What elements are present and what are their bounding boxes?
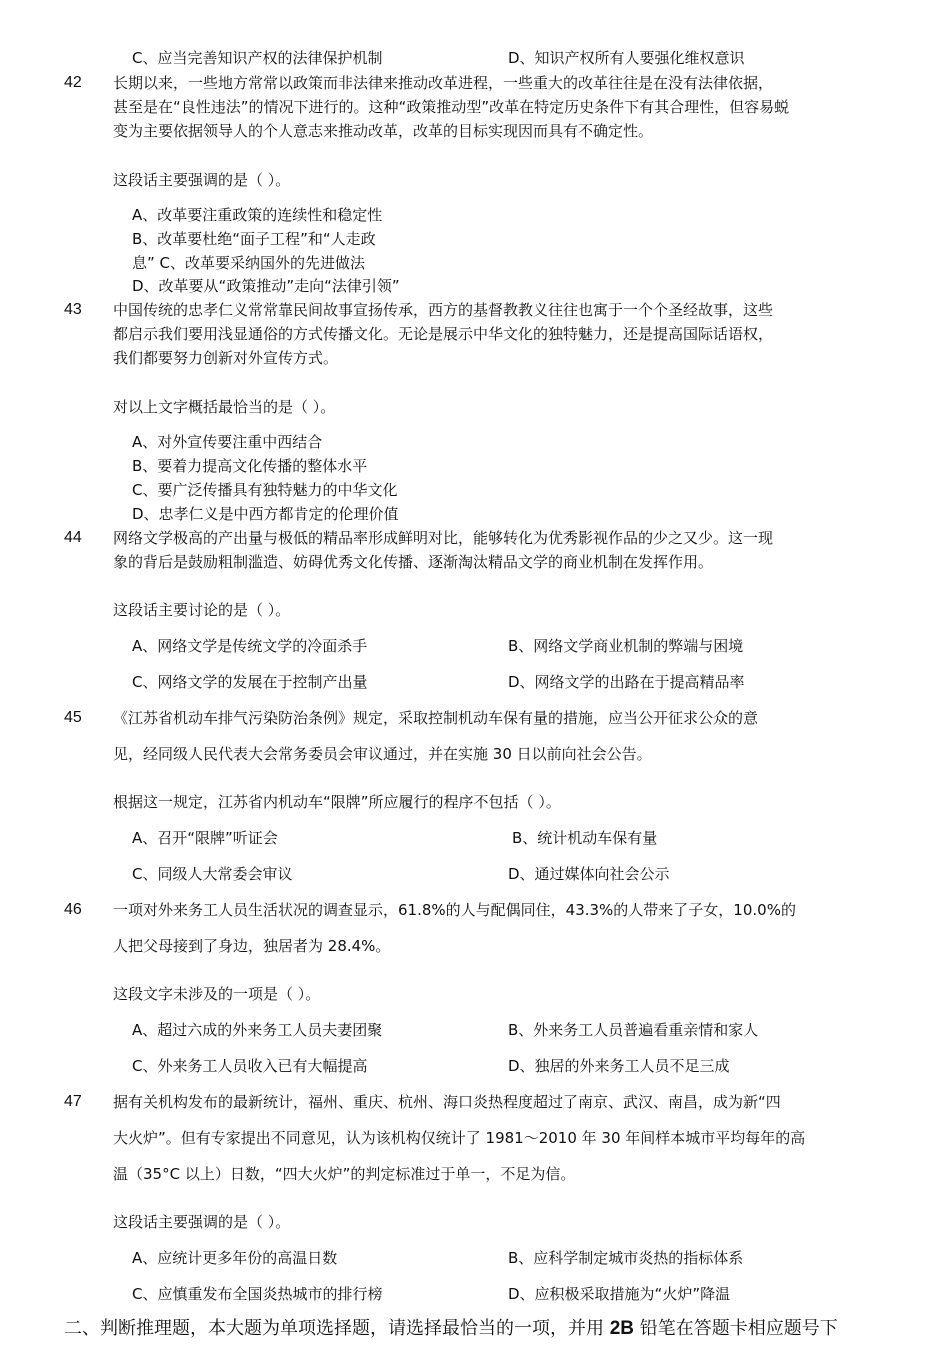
passage-line: 据有关机构发布的最新统计，福州、重庆、杭州、海口炎热程度超过了南京、武汉、南昌，成为新“四 <box>113 1093 781 1111</box>
question-number: 47 <box>64 1093 82 1110</box>
section-heading-bold: 2B <box>609 1318 635 1339</box>
passage-line: 温（35°C 以上）日数，“四大火炉”的判定标准过于单一，不足为信。 <box>113 1165 576 1183</box>
passage-line: 中国传统的忠孝仁义常常靠民间故事宣扬传承，西方的基督教教义往往也寓于一个个圣经故事，这些 <box>113 301 774 319</box>
option-c: C、应当完善知识产权的法律保护机制 <box>132 49 383 67</box>
option-d: D、独居的外来务工人员不足三成 <box>508 1057 730 1075</box>
question-number: 46 <box>64 901 82 918</box>
option-a: A、召开“限牌”听证会 <box>132 829 278 847</box>
option-a: A、应统计更多年份的高温日数 <box>132 1249 338 1267</box>
question-prompt: 这段话主要强调的是（ ）。 <box>113 171 291 189</box>
section-heading-suffix: 铅笔在答题卡相应题号下 <box>634 1318 838 1339</box>
option-d: D、改革要从“政策推动”走向“法律引领” <box>132 277 400 295</box>
passage-line: 甚至是在“良性违法”的情况下进行的。这种“政策推动型”改革在特定历史条件下有其合理性，但容易蜕 <box>113 98 790 116</box>
option-c: C、应慎重发布全国炎热城市的排行榜 <box>132 1285 383 1303</box>
option-b: B、网络文学商业机制的弊端与困境 <box>508 637 744 655</box>
passage-line: 都启示我们要用浅显通俗的方式传播文化。无论是展示中华文化的独特魅力，还是提高国际话语权， <box>113 325 774 343</box>
passage-line: 变为主要依据领导人的个人意志来推动改革，改革的目标实现因而具有不确定性。 <box>113 122 654 140</box>
passage-line: 长期以来，一些地方常常以政策而非法律来推动改革进程，一些重大的改革往往是在没有法律依据， <box>113 74 774 92</box>
question-number: 45 <box>64 709 82 726</box>
option-d: D、应积极采取措施为“火炉”降温 <box>508 1285 731 1303</box>
option-c: C、要广泛传播具有独特魅力的中华文化 <box>132 481 398 499</box>
option-d: D、通过媒体向社会公示 <box>508 865 670 883</box>
question-prompt: 这段话主要强调的是（ ）。 <box>113 1213 291 1231</box>
question-number: 43 <box>64 301 82 318</box>
passage-line: 网络文学极高的产出量与极低的精品率形成鲜明对比，能够转化为优秀影视作品的少之又少。这一现 <box>113 529 774 547</box>
passage-line: 一项对外来务工人员生活状况的调查显示，61.8%的人与配偶同住，43.3%的人带来了子女，10.0%的 <box>113 901 796 919</box>
option-b: B、改革要杜绝“面子工程”和“人走政 <box>132 230 376 248</box>
option-d: D、网络文学的出路在于提高精品率 <box>508 673 745 691</box>
question-number: 42 <box>64 74 82 91</box>
option-a: A、网络文学是传统文学的冷面杀手 <box>132 637 368 655</box>
question-prompt: 根据这一规定，江苏省内机动车“限牌”所应履行的程序不包括（ ）。 <box>113 793 561 811</box>
option-c: C、同级人大常委会审议 <box>132 865 293 883</box>
option-d: D、忠孝仁义是中西方都肯定的伦理价值 <box>132 505 399 523</box>
question-number: 44 <box>64 529 82 546</box>
option-c: C、网络文学的发展在于控制产出量 <box>132 673 368 691</box>
option-d: D、知识产权所有人要强化维权意识 <box>508 49 745 67</box>
option-b: B、要着力提高文化传播的整体水平 <box>132 457 368 475</box>
question-prompt: 对以上文字概括最恰当的是（ ）。 <box>113 398 336 416</box>
passage-line: 人把父母接到了身边，独居者为 28.4%。 <box>113 937 391 955</box>
option-b: B、外来务工人员普遍看重亲情和家人 <box>508 1021 759 1039</box>
passage-line: 大火炉”。但有专家提出不同意见，认为该机构仅统计了 1981～2010 年 30 年间样本城市平均每年的高 <box>113 1129 806 1147</box>
passage-line: 见，经同级人民代表大会常务委员会审议通过，并在实施 30 日以前向社会公告。 <box>113 745 652 763</box>
section-heading <box>64 1318 838 1340</box>
passage-line: 象的背后是鼓励粗制滥造、妨碍优秀文化传播、逐渐淘汰精品文学的商业机制在发挥作用。 <box>113 553 714 571</box>
question-prompt: 这段文字未涉及的一项是（ ）。 <box>113 985 321 1003</box>
passage-line: 我们都要努力创新对外宣传方式。 <box>113 349 339 367</box>
option-c: C、外来务工人员收入已有大幅提高 <box>132 1057 368 1075</box>
option-b: B、应科学制定城市炎热的指标体系 <box>508 1249 744 1267</box>
passage-line: 《江苏省机动车排气污染防治条例》规定，采取控制机动车保有量的措施，应当公开征求公众的意 <box>113 709 759 727</box>
section-heading-prefix: 二、判断推理题，本大题为单项选择题，请选择最恰当的一项，并用 <box>64 1318 610 1339</box>
option-b-c: 息” C、改革要采纳国外的先进做法 <box>132 254 366 272</box>
option-a: A、超过六成的外来务工人员夫妻团聚 <box>132 1021 383 1039</box>
question-prompt: 这段话主要讨论的是（ ）。 <box>113 601 291 619</box>
option-b: B、统计机动车保有量 <box>512 829 658 847</box>
option-a: A、对外宣传要注重中西结合 <box>132 433 323 451</box>
option-a: A、改革要注重政策的连续性和稳定性 <box>132 206 383 224</box>
